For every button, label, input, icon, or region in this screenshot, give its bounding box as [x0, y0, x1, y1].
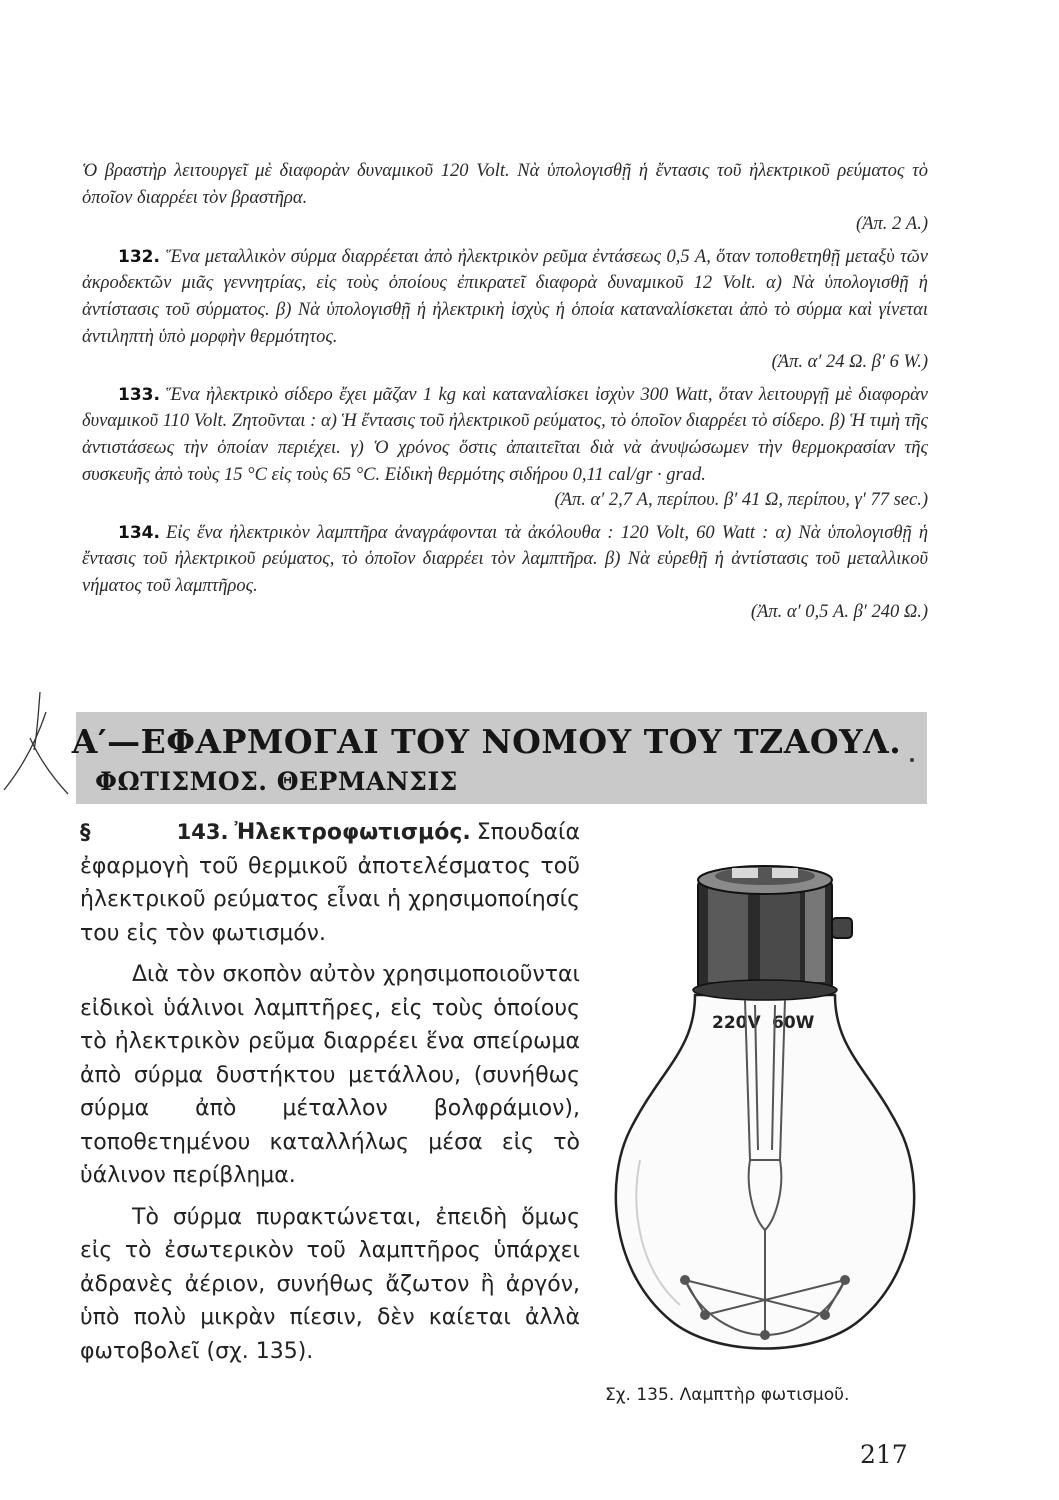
- section-body: [80, 816, 580, 1368]
- problem-133: [82, 382, 928, 514]
- bulb-power-label: 60W: [772, 1013, 815, 1033]
- section-title: Ἠλεκτροφωτισμός.: [234, 820, 471, 845]
- section-paragraph: Διὰ τὸν σκοπὸν αὐτὸν χρησιμοποιοῦνται εἰδικοὶ ὑάλινοι λαμπτῆρες, εἰς τοὺς ὁποίους τὸ ἠλεκτρικὸν ρεῦμα διαρρέει ἕνα σπείρωμα ἀπὸ σύρμα δυστήκτου μετάλλου, (συνήθως σύρμα ἀπὸ μέταλλον βολφράμιον), τοποθετημένου καταλλήλως μέσα εἰς τὸ ὑάλινον περίβλημα.: [80, 962, 580, 1188]
- problem-answer: (Ἀπ. α′ 24 Ω. β′ 6 W.): [771, 352, 928, 373]
- bulb-voltage-label: 220V: [712, 1013, 761, 1033]
- bulb-base-cap: [693, 866, 852, 1000]
- problems-list: [82, 158, 928, 625]
- problem-number: 134.: [118, 522, 160, 543]
- problem-text: Ἕνα ἠλεκτρικὸ σίδερο ἔχει μᾶζαν 1 kg καὶ καταναλίσκει ἰσχὺν 300 Watt, ὅταν λειτουργῇ μὲ διαφορὰν δυναμικοῦ 110 Volt. Ζητοῦνται : α) Ἡ ἔντασις τοῦ ἠλεκτρικοῦ ρεύματος, τὸ ὁποῖον διαρρέει τὸ σίδερο. β) Ἡ τιμὴ τῆς ἀντιστάσεως τὴν ὁποίαν περιέχει. γ) Ὁ χρόνος ὅστις ἀπαιτεῖται διὰ νὰ ἀνυψώσωμεν τὴν θερμοκρασίαν τῆς συσκευῆς ἀπὸ τοὺς 15 °C εἰς τοὺς 65 °C. Εἰδικὴ θερμότης σιδήρου 0,11 cal/gr · grad.: [82, 384, 928, 485]
- problem-132: [82, 244, 928, 376]
- problem-text: Ἕνα μεταλλικὸν σύρμα διαρρέεται ἀπὸ ἠλεκτρικὸν ρεῦμα ἐντάσεως 0,5 A, ὅταν τοποθετηθῇ μεταξὺ τῶν ἀκροδεκτῶν μιᾶς γεννητρίας, εἰς τοὺς ὁποίους ἐπικρατεῖ διαφορὰ δυναμικοῦ 12 Volt. α) Νὰ ὑπολογισθῇ ἡ ἀντίστασις τοῦ σύρματος. β) Νὰ ὑπολογισθῇ ἡ ἠλεκτρικὴ ἰσχὺς ἡ ὁποία καταναλίσκεται ἀπὸ τὸ σύρμα καὶ γίνεται ἀντιληπτὴ ὑπὸ μορφὴν θερμότητος.: [82, 246, 928, 347]
- problem-number: 133.: [118, 384, 160, 405]
- problem-text: Ὁ βραστὴρ λειτουργεῖ μὲ διαφορὰν δυναμικοῦ 120 Volt. Νὰ ὑπολογισθῇ ἡ ἔντασις τοῦ ἠλεκτρικοῦ ρεύματος τὸ ὁποῖον διαρρέει τὸν βραστῆρα.: [82, 161, 928, 208]
- problem-answer: (Ἀπ. α′ 0,5 A. β′ 240 Ω.): [750, 601, 928, 622]
- page-number: 217: [860, 1440, 908, 1469]
- problem-text: Εἰς ἕνα ἠλεκτρικὸν λαμπτῆρα ἀναγράφονται τὰ ἀκόλουθα : 120 Volt, 60 Watt : α) Νὰ ὑπολογισθῇ ἡ ἔντασις τοῦ ἠλεκτρικοῦ ρεύματος, τὸ ὁποῖον διαρρέει τὸν λαμπτῆρα. β) Νὰ εὑρεθῇ ἡ ἀντίστασις τοῦ μεταλλικοῦ νήματος τοῦ λαμπτῆρος.: [82, 522, 928, 596]
- section-paragraph: Τὸ σύρμα πυρακτώνεται, ἐπειδὴ ὅμως εἰς τὸ ἐσωτερικὸν τοῦ λαμπτῆρος ὑπάρχει ἀδρανὲς ἀέριον, συνήθως ἄζωτον ἢ ἀργόν, ὑπὸ πολὺ μικρὰν πίεσιν, δὲν καίεται ἀλλὰ φωτοβολεῖ (σχ. 135).: [80, 1204, 580, 1364]
- figure-caption: Σχ. 135. Λαμπτὴρ φωτισμοῦ.: [605, 1385, 850, 1405]
- problem-answer: (Ἀπ. 2 A.): [856, 214, 928, 235]
- chapter-heading-line2: ΦΩΤΙΣΜΟΣ. ΘΕΡΜΑΝΣΙΣ: [95, 767, 458, 796]
- problem-answer: (Ἀπ. α′ 2,7 A, περίπου. β′ 41 Ω, περίπου, γ′ 77 sec.): [554, 490, 928, 511]
- problem-continuation: [82, 158, 928, 238]
- chapter-heading: [71, 712, 927, 804]
- paragraph-text: Σπουδαία ἐφαρμογὴ τοῦ θερμικοῦ ἀποτελέσματος τοῦ ἠλεκτρικοῦ ρεύματος εἶναι ἡ χρησιμοποίησίς του εἰς τὸν φωτισμόν.: [80, 820, 580, 946]
- light-bulb-figure: [600, 830, 930, 1370]
- section-paragraph: [80, 816, 580, 950]
- problem-134: [82, 520, 928, 625]
- problem-number: 132.: [118, 246, 160, 267]
- speck: [910, 758, 914, 762]
- chapter-heading-line1: Α′—ΕΦΑΡΜΟΓΑΙ ΤΟΥ ΝΟΜΟΥ ΤΟΥ ΤΖΑΟΥΛ.: [71, 722, 902, 761]
- section-number: § 143.: [80, 820, 229, 844]
